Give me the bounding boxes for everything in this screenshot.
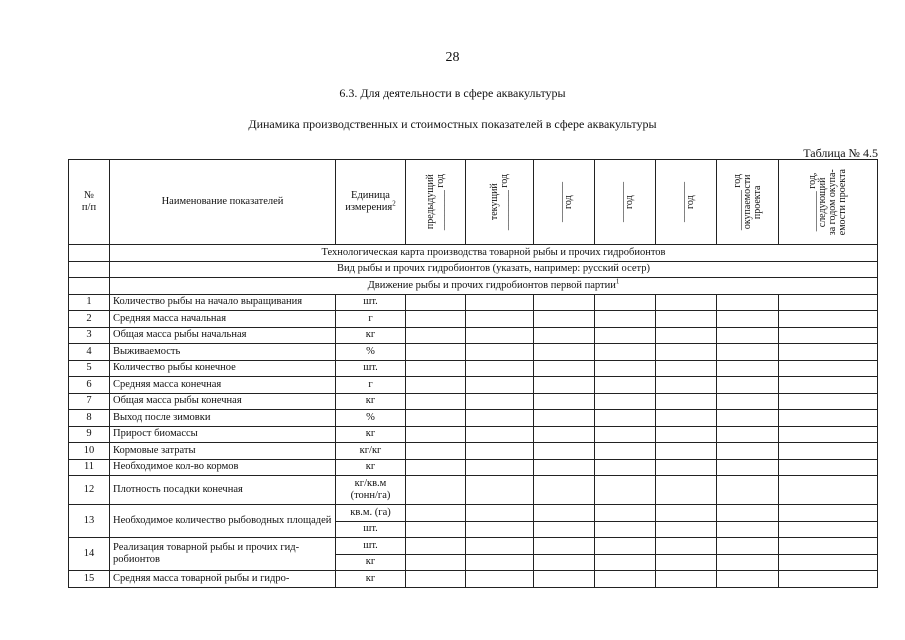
row-unit: кг <box>336 554 406 571</box>
row-number: 2 <box>69 311 110 328</box>
row-unit: шт. <box>336 521 406 538</box>
table-row <box>69 327 878 344</box>
table-row <box>69 571 878 588</box>
header-row <box>69 160 878 245</box>
table-row <box>69 476 878 505</box>
table-caption: Динамика производственных и стоимостных показателей в сфере аквакультуры <box>248 117 657 131</box>
row-unit: кг <box>336 459 406 476</box>
row-unit: шт. <box>336 538 406 555</box>
row-number: 4 <box>69 344 110 361</box>
table-row <box>69 505 878 522</box>
table-number: Таблица № 4.5 <box>803 146 878 160</box>
table-row <box>69 294 878 311</box>
row-number: 12 <box>69 476 110 505</box>
row-name: Необходимое количество рыбоводных площадей <box>110 505 336 538</box>
band-tech-map: Технологическая карта производства товарной рыбы и прочих гидробионтов <box>110 245 878 262</box>
header-period-3: ________ год <box>534 160 595 245</box>
table-row <box>69 344 878 361</box>
row-number: 7 <box>69 393 110 410</box>
row-number: 13 <box>69 505 110 538</box>
band-row-movement <box>69 278 878 295</box>
header-period-current: текущий ________ год <box>466 160 534 245</box>
row-name: Количество рыбы конечное <box>110 360 336 377</box>
table-row <box>69 360 878 377</box>
row-name: Средняя масса конечная <box>110 377 336 394</box>
band-row-tech-map <box>69 245 878 262</box>
table-row <box>69 410 878 427</box>
row-name: Средняя масса начальная <box>110 311 336 328</box>
row-name: Общая масса рыбы конечная <box>110 393 336 410</box>
row-number: 6 <box>69 377 110 394</box>
row-unit: г <box>336 311 406 328</box>
row-unit: кв.м. (га) <box>336 505 406 522</box>
table-row <box>69 426 878 443</box>
indicators-table <box>68 159 878 588</box>
row-name: Количество рыбы на начало выращивания <box>110 294 336 311</box>
row-unit: кг <box>336 571 406 588</box>
page-number: 28 <box>445 50 460 65</box>
row-number: 1 <box>69 294 110 311</box>
table-row <box>69 443 878 460</box>
table-row <box>69 538 878 555</box>
row-unit: шт. <box>336 294 406 311</box>
header-period-4: ________ год <box>595 160 656 245</box>
row-name: Кормовые затраты <box>110 443 336 460</box>
row-number: 5 <box>69 360 110 377</box>
row-unit: кг/кг <box>336 443 406 460</box>
row-number: 14 <box>69 538 110 571</box>
row-name: Общая масса рыбы начальная <box>110 327 336 344</box>
row-name: Плотность посадки конечная <box>110 476 336 505</box>
header-period-previous: предыдущий ________ год <box>406 160 466 245</box>
row-name: Средняя масса товарной рыбы и гидро- <box>110 571 336 588</box>
row-name: Выход после зимовки <box>110 410 336 427</box>
header-period-after-payback: ________ год, следующий за годом окупа- емости проекта <box>779 160 878 245</box>
row-number: 8 <box>69 410 110 427</box>
row-unit: кг/кв.м (тонн/га) <box>336 476 406 505</box>
header-period-5: ________ год <box>656 160 717 245</box>
row-name: Прирост биомассы <box>110 426 336 443</box>
row-name: Реализация товарной рыбы и прочих гид-робионтов <box>110 538 336 571</box>
row-name: Необходимое кол-во кормов <box>110 459 336 476</box>
band-row-species <box>69 261 878 278</box>
row-unit: г <box>336 377 406 394</box>
row-unit: шт. <box>336 360 406 377</box>
row-unit: % <box>336 344 406 361</box>
header-name: Наименование показателей <box>110 160 336 245</box>
row-number: 15 <box>69 571 110 588</box>
header-unit: Единица измерения$^2$ <box>336 160 406 245</box>
row-name: Выживаемость <box>110 344 336 361</box>
row-unit: кг <box>336 426 406 443</box>
row-number: 11 <box>69 459 110 476</box>
row-unit: кг <box>336 393 406 410</box>
row-number: 9 <box>69 426 110 443</box>
header-num: № п/п <box>69 160 110 245</box>
band-species: Вид рыбы и прочих гидробионтов (указать, например: русский осетр) <box>110 261 878 278</box>
band-movement: Движение рыбы и прочих гидробионтов первой партии$^1$ <box>110 278 878 295</box>
row-unit: кг <box>336 327 406 344</box>
row-number: 10 <box>69 443 110 460</box>
row-number: 3 <box>69 327 110 344</box>
header-period-payback: ________ год окупаемости проекта <box>717 160 779 245</box>
row-unit: % <box>336 410 406 427</box>
table-row <box>69 393 878 410</box>
table-row <box>69 377 878 394</box>
section-title: 6.3. Для деятельности в сфере аквакультуры <box>339 86 566 100</box>
table-row <box>69 459 878 476</box>
table-row <box>69 311 878 328</box>
